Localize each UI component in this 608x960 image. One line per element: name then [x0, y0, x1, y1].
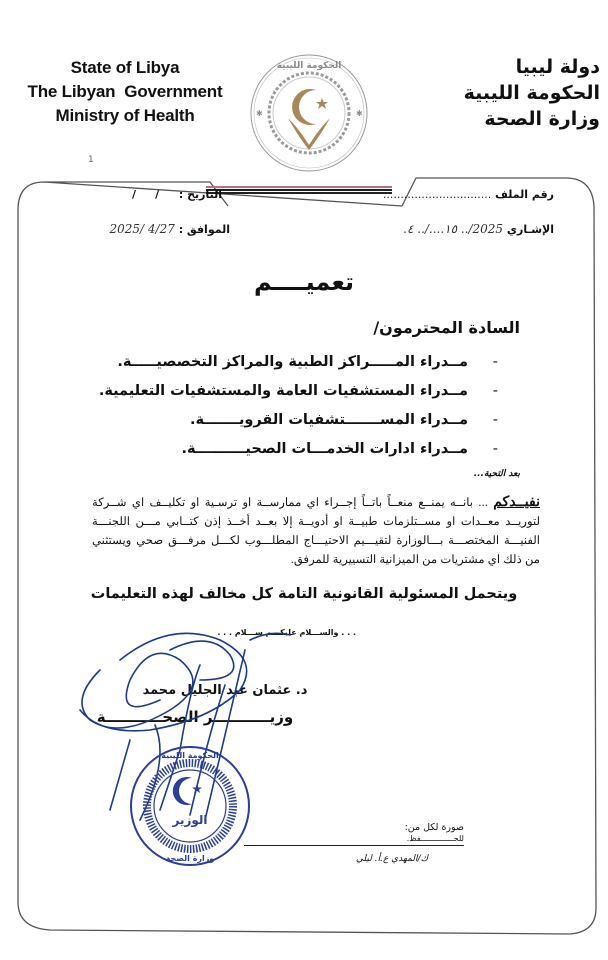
liability-warning: ويتحمل المسئولية القانونية التامة كل مخالف لهذه التعليمات — [90, 586, 518, 602]
english-letterhead — [0, 56, 250, 128]
document-title: تعميــــم — [253, 268, 355, 296]
recipient-item — [98, 348, 498, 377]
file-number-label: رقم الملف — [495, 188, 554, 201]
date-field — [92, 188, 222, 201]
letterhead-ar-line: وزارة الصحة — [484, 108, 600, 130]
closing-salutation: . . . والســـلام عليكـــم ســـلام . . . — [217, 628, 356, 637]
recipient-text: مــدراء ادارات الخدمـــات الصحيــــــــــة. — [181, 441, 468, 457]
letterhead-en-line: Ministry of Health — [55, 106, 195, 125]
copies-file-line: للحــــــــــــــفظ. — [244, 833, 464, 846]
list-dash: - — [492, 441, 498, 457]
signatory-name: د. عثمان عبد الجليل محمد — [142, 683, 308, 698]
letterhead-en-line: State of Libya — [70, 58, 180, 77]
file-number-value: ............................... — [382, 188, 492, 201]
reference-label: الإشـاري — [506, 223, 554, 236]
reference-field — [403, 222, 554, 236]
corresponding-date-field — [90, 222, 230, 236]
body-paragraph — [92, 492, 540, 569]
svg-text:✱: ✱ — [256, 109, 263, 118]
corresponding-value: 2025/ 4/27 — [109, 222, 175, 236]
recipient-text: مــدراء المـــــراكز الطبية والمراكز التخصصيـــــة. — [117, 354, 468, 370]
signatory-title: وزيـــــــــــر الصحـــــــــــة — [96, 708, 294, 726]
copies-section — [244, 822, 464, 864]
ministry-emblem-logo — [248, 50, 370, 176]
date-label: التاريخ : — [178, 188, 222, 201]
recipient-item — [98, 435, 498, 464]
stamp-center-text: الوزير — [172, 813, 208, 827]
list-dash: - — [492, 412, 498, 428]
recipient-text: مــدراء المســـــــتشفيات القرويـــــــة. — [189, 412, 468, 428]
arabic-letterhead — [385, 54, 600, 132]
list-dash: - — [492, 354, 498, 370]
greeting: السادة المحترمون/ — [373, 318, 520, 337]
recipient-item — [98, 377, 498, 406]
svg-text:الحكومة الليبية: الحكومة الليبية — [276, 61, 342, 71]
svg-text:وزارة الصحة: وزارة الصحة — [165, 854, 215, 863]
emblem-icon — [248, 50, 370, 176]
page-mark: 1 — [88, 155, 94, 165]
recipient-text: مــدراء المستشفيات العامة والمستشفيات التعليمية. — [98, 383, 468, 399]
svg-text:الحكومة الليبية: الحكومة الليبية — [161, 751, 219, 760]
letterhead-ar-line: دولة ليبيا — [515, 56, 600, 78]
letterhead-ar-line: الحكومة الليبية — [463, 82, 600, 104]
recipient-item — [98, 406, 498, 435]
corresponding-label: الموافق : — [178, 223, 230, 236]
list-dash: - — [492, 383, 498, 399]
flag-stripes-divider — [206, 186, 392, 194]
date-value: / / — [131, 188, 160, 201]
paragraph-text: ... بانــه يمنــع منعــاً باتــاً إجــراء اي ممارســة او ترسـية او تكليــف اي شــركة لتوريــد معــدات او مســتلزمات طبيــة او أدويــة إلا بعــد أخــذ إذن كتــابي مـــن اللجنـــة الفنيـــة المختصـــة بـــالوزارة لتقيـــيم الاحتيـــاج المطلـــوب لكـــل مرفـــق صحي ويستثني من ذلك اي مشتريات من الميزانية التسييرية للمرفق. — [92, 496, 540, 566]
reference-value: .١٥..../.. ٤ ../2025 — [403, 222, 504, 236]
letterhead-en-line: The Libyan Government — [27, 82, 223, 101]
file-number-field — [383, 188, 554, 201]
minister-stamp — [128, 744, 252, 868]
paragraph-lead: نفيــدكم — [493, 493, 540, 509]
svg-text:✱: ✱ — [356, 109, 363, 118]
after-greeting: بعد التحية... — [473, 469, 520, 479]
recipients-list — [98, 348, 498, 464]
copies-label: صورة لكل من: — [404, 822, 464, 833]
copies-initials: ك/المهدي ع.أ. ليلي — [355, 854, 428, 864]
